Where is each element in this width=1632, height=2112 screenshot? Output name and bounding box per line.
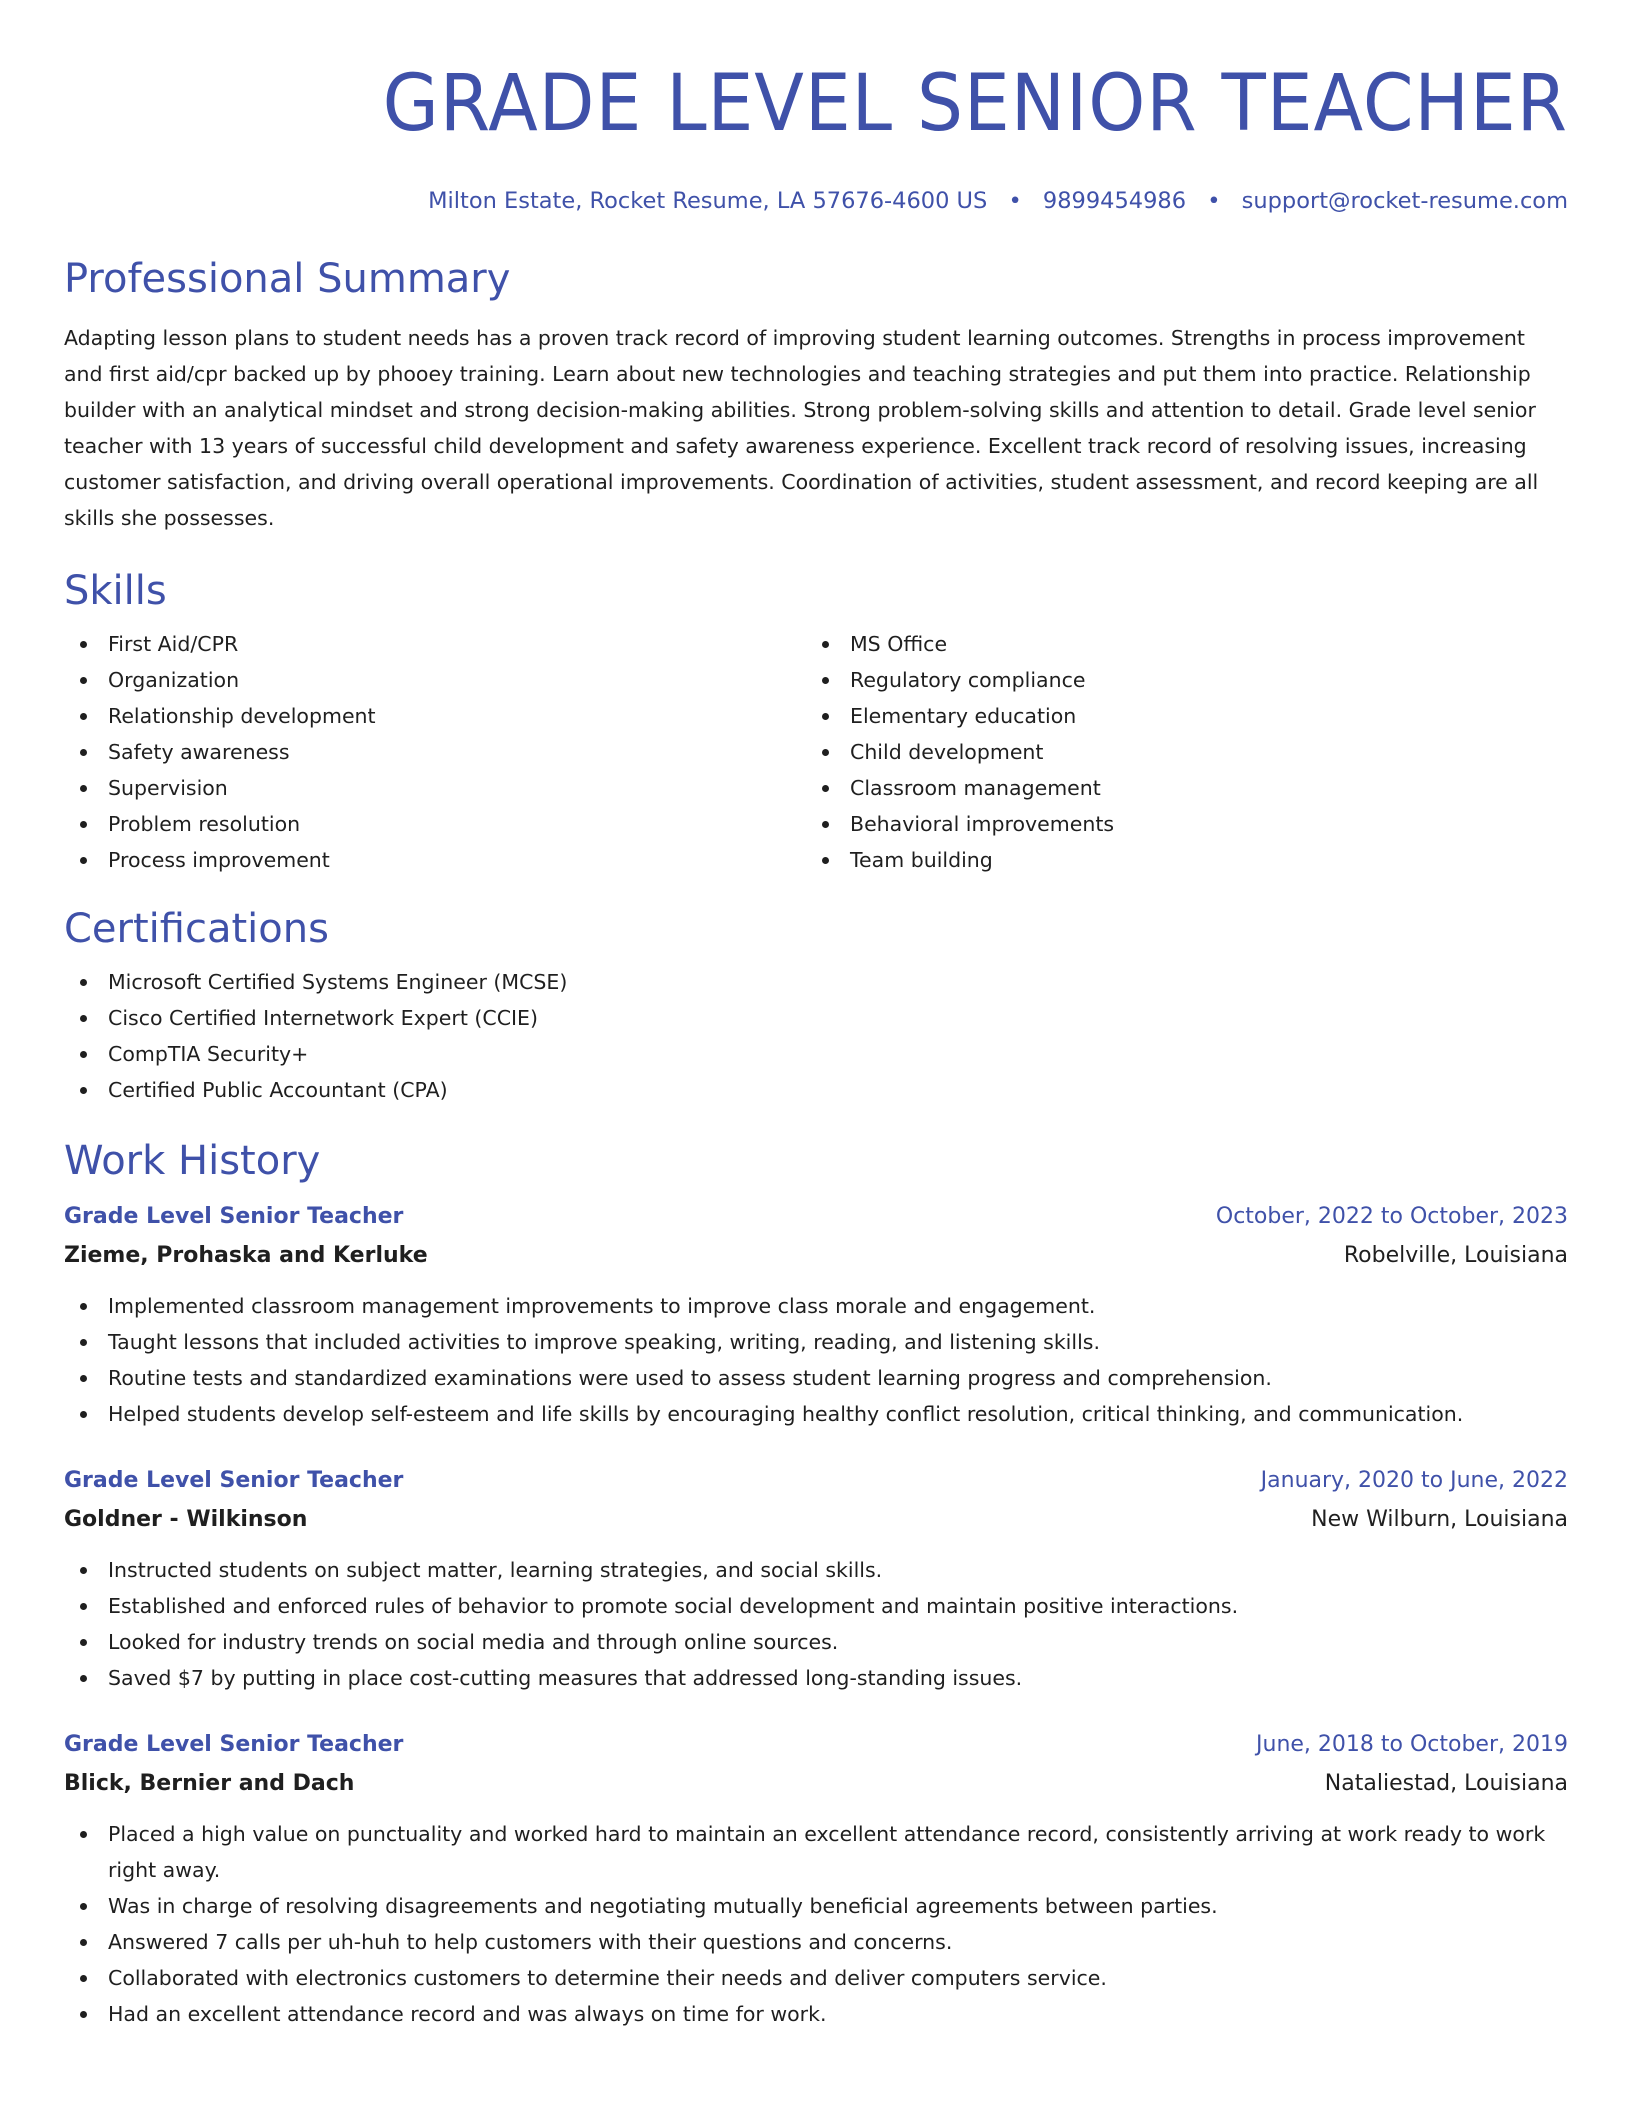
skills-list-left (64, 626, 806, 878)
job-entry (64, 1726, 1568, 2032)
job-bullet: Implemented classroom management improvements to improve class morale and engagement. (64, 1288, 1568, 1324)
certifications-heading: Certifications (64, 906, 329, 952)
job-bullets (64, 1816, 1568, 2032)
job-company-row (64, 1764, 1568, 1804)
job-dates: June, 2018 to October, 2019 (1256, 1732, 1568, 1757)
skill-item: Supervision (64, 770, 806, 806)
job-location: New Wilburn, Louisiana (1311, 1507, 1568, 1532)
skill-item: Child development (806, 734, 1548, 770)
summary-text: Adapting lesson plans to student needs has a proven track record of improving student learning outcomes. Strengths in process improvement and first aid/cpr backed up by phooey training. Learn about new technologies and teaching strategies and put them into practice. Relationship builder with an analytical mindset and strong decision-making abilities. Strong problem-solving skills and attention to detail. Grade level senior teacher with 13 years of successful child development and safety awareness experience. Excellent track record of resolving issues, increasing customer satisfaction, and driving overall operational improvements. Coordination of activities, student assessment, and record keeping are all skills she possesses. (64, 326, 1539, 530)
job-bullet: Was in charge of resolving disagreements and negotiating mutually beneficial agreements between parties. (64, 1888, 1568, 1924)
certification-item: Microsoft Certified Systems Engineer (MCSE) (64, 964, 1568, 1000)
job-bullet: Taught lessons that included activities to improve speaking, writing, reading, and listening skills. (64, 1324, 1568, 1360)
skill-item: Organization (64, 662, 806, 698)
job-company: Zieme, Prohaska and Kerluke (64, 1243, 428, 1268)
skill-item: Elementary education (806, 698, 1548, 734)
job-bullet: Placed a high value on punctuality and worked hard to maintain an excellent attendance record, consistently arriving at work ready to work right away. (64, 1816, 1568, 1888)
job-bullet: Collaborated with electronics customers to determine their needs and deliver computers service. (64, 1960, 1568, 1996)
job-bullet: Helped students develop self-esteem and life skills by encouraging healthy conflict resolution, critical thinking, and communication. (64, 1396, 1568, 1432)
job-title: Grade Level Senior Teacher (64, 1732, 404, 1757)
job-header-row (64, 1198, 1568, 1236)
skill-item: MS Office (806, 626, 1548, 662)
job-header-row (64, 1462, 1568, 1500)
resume-header (64, 58, 1568, 216)
job-dates: October, 2022 to October, 2023 (1215, 1204, 1568, 1229)
job-entry (64, 1462, 1568, 1696)
skill-item: Problem resolution (64, 806, 806, 842)
job-company-row (64, 1236, 1568, 1276)
contact-email: support@rocket-resume.com (1241, 188, 1568, 214)
job-bullets (64, 1288, 1568, 1432)
job-bullet: Routine tests and standardized examinations were used to assess student learning progress and comprehension. (64, 1360, 1568, 1396)
skill-item: Safety awareness (64, 734, 806, 770)
job-location: Nataliestad, Louisiana (1324, 1771, 1568, 1796)
skills-list-right (806, 626, 1548, 878)
contact-separator: • (1008, 188, 1022, 214)
certifications-list (64, 964, 1568, 1108)
job-bullet: Saved $7 by putting in place cost-cutting measures that addressed long-standing issues. (64, 1660, 1568, 1696)
certification-item: CompTIA Security+ (64, 1036, 1568, 1072)
contact-separator: • (1207, 188, 1221, 214)
certification-item: Certified Public Accountant (CPA) (64, 1072, 1568, 1108)
job-dates: January, 2020 to June, 2022 (1260, 1468, 1568, 1493)
job-title: Grade Level Senior Teacher (64, 1468, 404, 1493)
contact-line (64, 186, 1568, 216)
contact-address: Milton Estate, Rocket Resume, LA 57676-4600 US (428, 188, 988, 214)
skills-grid (64, 626, 1568, 878)
job-company-row (64, 1500, 1568, 1540)
resume-page (64, 0, 1568, 2112)
job-company: Blick, Bernier and Dach (64, 1771, 355, 1796)
candidate-name: GRADE LEVEL SENIOR TEACHER (382, 59, 1568, 149)
skill-item: Team building (806, 842, 1548, 878)
skill-item: Behavioral improvements (806, 806, 1548, 842)
job-bullet: Established and enforced rules of behavior to promote social development and maintain positive interactions. (64, 1588, 1568, 1624)
job-bullet: Had an excellent attendance record and was always on time for work. (64, 1996, 1568, 2032)
job-entry (64, 1198, 1568, 1432)
certification-item: Cisco Certified Internetwork Expert (CCIE) (64, 1000, 1568, 1036)
contact-phone: 9899454986 (1042, 188, 1187, 214)
certifications-section (64, 904, 1568, 1108)
summary-section (64, 254, 1568, 536)
skill-item: Relationship development (64, 698, 806, 734)
work-history-section (64, 1136, 1568, 2032)
job-company: Goldner - Wilkinson (64, 1507, 308, 1532)
summary-heading: Professional Summary (64, 256, 511, 302)
job-location: Robelville, Louisiana (1343, 1243, 1568, 1268)
skill-item: First Aid/CPR (64, 626, 806, 662)
job-header-row (64, 1726, 1568, 1764)
skill-item: Process improvement (64, 842, 806, 878)
skill-item: Classroom management (806, 770, 1548, 806)
job-title: Grade Level Senior Teacher (64, 1204, 404, 1229)
work-history-heading: Work History (64, 1138, 321, 1184)
job-bullet: Looked for industry trends on social media and through online sources. (64, 1624, 1568, 1660)
skill-item: Regulatory compliance (806, 662, 1548, 698)
job-bullet: Answered 7 calls per uh-huh to help customers with their questions and concerns. (64, 1924, 1568, 1960)
skills-section (64, 566, 1568, 878)
job-bullet: Instructed students on subject matter, learning strategies, and social skills. (64, 1552, 1568, 1588)
skills-heading: Skills (64, 568, 167, 614)
job-bullets (64, 1552, 1568, 1696)
